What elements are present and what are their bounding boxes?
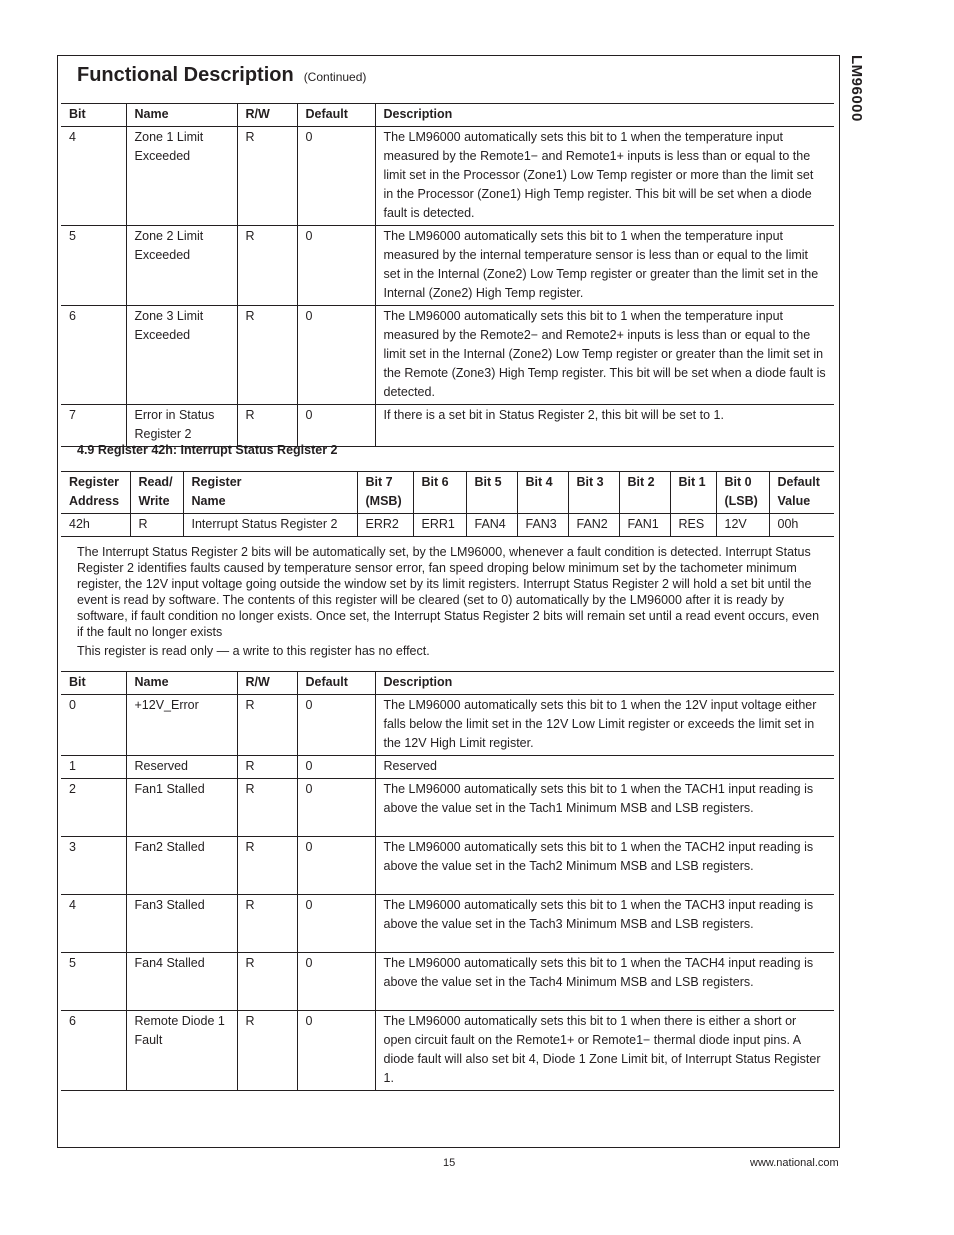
cell-name: Fan3 Stalled <box>126 895 237 953</box>
col-header-bit1: Bit 1 <box>670 472 716 514</box>
bit-table-status-1 <box>61 103 834 447</box>
cell-bit: 1 <box>69 759 76 773</box>
cell-name: Zone 1 Limit Exceeded <box>126 127 237 226</box>
table-row <box>61 953 834 1011</box>
col-header-default: Default <box>297 672 375 695</box>
col-header-bit5: Bit 5 <box>466 472 517 514</box>
cell-bit: 4 <box>69 898 76 912</box>
col-header-name: Name <box>126 104 237 127</box>
cell-description: The LM96000 automatically sets this bit to 1 when the temperature input measured by the Remote1− and Remote1+ inputs is less than or equal to the limit set in the Processor (Zone1) Low Temp register or more than the limit set in the Processor (Zone1) High Temp register. This bit will be set when a diode fault is detected. <box>375 127 834 226</box>
col-header-default-value: Default Value <box>769 472 834 514</box>
cell-description: The LM96000 automatically sets this bit to 1 when the TACH3 input reading is above the value set in the Tach3 Minimum MSB and LSB registers. <box>375 895 834 953</box>
table-row <box>61 756 834 779</box>
cell-bit0: 12V <box>716 514 769 537</box>
cell-description: The LM96000 automatically sets this bit to 1 when the TACH1 input reading is above the value set in the Tach1 Minimum MSB and LSB registers. <box>375 779 834 837</box>
continued-label: (Continued) <box>303 70 367 84</box>
cell-default: 0 <box>297 953 375 1011</box>
table-header-row <box>61 104 834 127</box>
cell-description: The LM96000 automatically sets this bit to 1 when the temperature input measured by the Remote2− and Remote2+ inputs is less than or equal to the limit set in the Internal (Zone2) Low Temp register or greater than the limit set in the Remote (Zone3) High Temp register. This bit will be set when a diode fault is detected. <box>375 306 834 405</box>
register-header-row <box>61 472 834 514</box>
cell-bit3: FAN2 <box>568 514 619 537</box>
cell-name: Zone 3 Limit Exceeded <box>126 306 237 405</box>
cell-description: The LM96000 automatically sets this bit to 1 when there is either a short or open circuit fault on the Remote1+ or Remote1− thermal diode input pins. A diode fault will also set bit 4, Diode 1 Zone Limit bit, of Interrupt Status Register 1. <box>375 1011 834 1091</box>
cell-name: Fan2 Stalled <box>126 837 237 895</box>
cell-rw: R <box>237 405 297 447</box>
cell-name: +12V_Error <box>126 695 237 756</box>
table-row <box>61 695 834 756</box>
cell-name: Fan1 Stalled <box>126 779 237 837</box>
cell-description: The LM96000 automatically sets this bit to 1 when the 12V input voltage either falls below the limit set in the 12V Low Limit register or exceeds the limit set in the 12V High Limit register. <box>375 695 834 756</box>
cell-name: Error in Status Register 2 <box>126 405 237 447</box>
cell-default: 0 <box>297 895 375 953</box>
table-row <box>61 895 834 953</box>
cell-default: 0 <box>297 695 375 756</box>
cell-description: If there is a set bit in Status Register 2, this bit will be set to 1. <box>375 405 834 447</box>
cell-rw: R <box>237 1011 297 1091</box>
table-row <box>61 779 834 837</box>
cell-bit: 6 <box>69 1014 76 1028</box>
cell-name: Fan4 Stalled <box>126 953 237 1011</box>
col-header-bit2: Bit 2 <box>619 472 670 514</box>
cell-default: 0 <box>297 306 375 405</box>
col-header-description: Description <box>375 104 834 127</box>
page-title-text: Functional Description <box>77 64 294 86</box>
cell-description: The LM96000 automatically sets this bit to 1 when the TACH4 input reading is above the value set in the Tach4 Minimum MSB and LSB registers. <box>375 953 834 1011</box>
cell-default: 0 <box>297 837 375 895</box>
page-number: 15 <box>443 1157 456 1169</box>
cell-rw: R <box>237 895 297 953</box>
cell-rw: R <box>237 837 297 895</box>
cell-bit: 5 <box>69 956 76 970</box>
cell-rw: R <box>237 779 297 837</box>
cell-bit: 2 <box>69 782 76 796</box>
cell-default-value: 00h <box>769 514 834 537</box>
table-row <box>61 514 834 537</box>
cell-rw: R <box>237 756 297 779</box>
cell-default: 0 <box>297 226 375 306</box>
cell-rw: R <box>237 306 297 405</box>
col-header-bit3: Bit 3 <box>568 472 619 514</box>
register-summary-table <box>61 471 834 537</box>
cell-description: The LM96000 automatically sets this bit to 1 when the TACH2 input reading is above the value set in the Tach2 Minimum MSB and LSB registers. <box>375 837 834 895</box>
cell-bit2: FAN1 <box>619 514 670 537</box>
table-row <box>61 306 834 405</box>
col-header-bit4: Bit 4 <box>517 472 568 514</box>
col-header-bit: Bit <box>69 675 86 689</box>
table-row <box>61 405 834 447</box>
cell-rw: R <box>237 953 297 1011</box>
cell-bit5: FAN4 <box>466 514 517 537</box>
col-header-bit6: Bit 6 <box>413 472 466 514</box>
cell-name: Remote Diode 1 Fault <box>126 1011 237 1091</box>
cell-bit: 5 <box>69 229 76 243</box>
part-number-label: LM96000 <box>848 55 865 122</box>
col-header-rw: R/W <box>237 672 297 695</box>
cell-rw: R <box>237 226 297 306</box>
cell-bit: 3 <box>69 840 76 854</box>
cell-bit6: ERR1 <box>413 514 466 537</box>
col-header-default: Default <box>297 104 375 127</box>
cell-bit: 7 <box>69 408 76 422</box>
col-header-bit0: Bit 0 (LSB) <box>716 472 769 514</box>
cell-rw: R <box>237 695 297 756</box>
col-header-register-address: Register Address <box>69 475 120 508</box>
col-header-name: Name <box>126 672 237 695</box>
cell-address: 42h <box>69 517 90 531</box>
section-heading: 4.9 Register 42h: Interrupt Status Register 2 <box>77 443 338 457</box>
read-only-note: This register is read only — a write to this register has no effect. <box>77 644 430 658</box>
cell-default: 0 <box>297 756 375 779</box>
table-row <box>61 226 834 306</box>
col-header-read-write: Read/ Write <box>130 472 183 514</box>
bit-table-status-2 <box>61 671 834 1091</box>
table-header-row <box>61 672 834 695</box>
cell-bit: 0 <box>69 698 76 712</box>
col-header-description: Description <box>375 672 834 695</box>
cell-bit4: FAN3 <box>517 514 568 537</box>
cell-register-name: Interrupt Status Register 2 <box>183 514 357 537</box>
cell-default: 0 <box>297 1011 375 1091</box>
cell-name: Zone 2 Limit Exceeded <box>126 226 237 306</box>
table-row <box>61 837 834 895</box>
col-header-register-name: Register Name <box>183 472 357 514</box>
register-description-paragraph: The Interrupt Status Register 2 bits will be automatically set, by the LM96000, whenever a fault condition is detected. Interrupt Status Register 2 identifies faults caused by temperature sensor error, fan speed droping below minimum set by the tachometer minimum register, the 12V input voltage going outside the window set by its limit registers. Interrupt Status Register 2 will hold a set bit until the event is read by software. The contents of this register will be cleared (set to 0) automatically by the LM96000 after it is ready by software, if fault condition no longer exists. Once set, the Interrupt Status Register 2 bits will remain set until a read event occurs, even if the fault no longer exists <box>77 545 820 639</box>
cell-bit: 4 <box>69 130 76 144</box>
cell-description: Reserved <box>375 756 834 779</box>
col-header-rw: R/W <box>237 104 297 127</box>
cell-bit: 6 <box>69 309 76 323</box>
cell-description: The LM96000 automatically sets this bit to 1 when the temperature input measured by the internal temperature sensor is less than or equal to the limit set in the Internal (Zone2) Low Temp register or greater than the limit set in the Internal (Zone2) High Temp register. <box>375 226 834 306</box>
footer-url: www.national.com <box>750 1157 839 1169</box>
cell-read-write: R <box>130 514 183 537</box>
table-row <box>61 1011 834 1091</box>
cell-name: Reserved <box>126 756 237 779</box>
cell-bit1: RES <box>670 514 716 537</box>
cell-rw: R <box>237 127 297 226</box>
cell-default: 0 <box>297 127 375 226</box>
cell-default: 0 <box>297 779 375 837</box>
col-header-bit: Bit <box>69 107 86 121</box>
table-row <box>61 127 834 226</box>
cell-default: 0 <box>297 405 375 447</box>
cell-bit7: ERR2 <box>357 514 413 537</box>
page-title <box>77 64 366 87</box>
col-header-bit7: Bit 7 (MSB) <box>357 472 413 514</box>
